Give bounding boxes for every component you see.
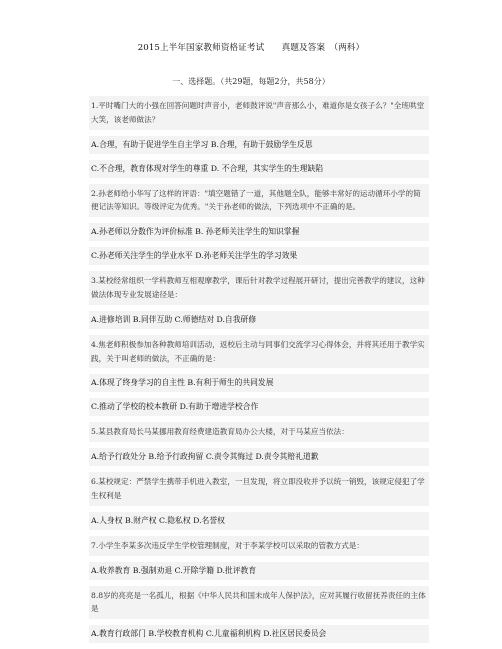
question-block <box>89 271 429 305</box>
question-stem: 4.焦老师积极参加各种教师培训活动，返校后主动与同事们交流学习心得体会，并将其还用于教学实践，关于叫老师的做法，不正确的是： <box>91 339 425 363</box>
question-block <box>89 536 429 556</box>
question-options: A.进修培训 B.同伴互助 C.师德结对 D.自我研修 <box>91 314 257 324</box>
option-row <box>89 512 429 530</box>
question-stem: 5.某县教育局长马某挪用教育经费建造教育局办公大楼，对于马某应当依法： <box>91 427 349 437</box>
question-options: A.教育行政部门 B.学校教育机构 C.儿童福利机构 D.社区居民委员会 <box>91 629 327 639</box>
question-list <box>89 96 429 649</box>
question-stem: 6.某校规定：严禁学生携带手机进入教室，一旦发现，将立即没收并予以统一销毁，该规定侵犯了学生权利是 <box>91 477 425 500</box>
option-row <box>89 311 429 329</box>
question-options: A.孙老师以分数作为评价标准 B. 孙老师关注学生的知识掌握 <box>91 227 300 237</box>
option-row <box>89 374 429 392</box>
question-block <box>89 96 429 130</box>
question-options: A.收养教育 B.强制劝退 C.开除学籍 D.批评教育 <box>91 565 257 575</box>
question-stem: 8.8岁的亮亮是一名孤儿，根据《中华人民共和国未成年人保护法》，应对其履行收留抚养责任的主体是 <box>91 590 426 614</box>
question-block <box>89 422 429 442</box>
question-options: C.孙老师关注学生的学业水平 D.孙老师关注学生的学习效果 <box>91 251 298 261</box>
section-heading: 一、选择题。（共29题，每题2分，共58分） <box>172 77 330 86</box>
question-options: A.体现了终身学习的自主性 B.有利于师生的共同发展 <box>91 378 274 388</box>
question-stem: 2.孙老师给小华写了这样的评语："填空题错了一道，其他题全队，能够丰常好的运动循环小学的简便记法等知识。等级评定为优秀。"关于孙老师的做法，下列选项中不正确的是。 <box>91 188 421 212</box>
option-row <box>89 562 429 580</box>
document-title: 2015上半年国家教师资格证考试 真题及答案 （两科） <box>137 43 365 53</box>
option-row <box>89 625 429 643</box>
option-row <box>89 398 429 416</box>
question-options: A.给予行政处分 B.给予行政拘留 C.责令其悔过 D.责令其赔礼道歉 <box>91 452 319 462</box>
question-block <box>89 586 429 620</box>
question-options: A.合理，有助于促进学生自主学习 B.合理，有助于鼓励学生反思 <box>91 139 313 149</box>
question-stem: 7.小学生李某多次违反学生学校管理制度，对于李某学校可以采取的管教方式是： <box>91 540 365 550</box>
question-options: A.人身权 B.财产权 C.隐私权 D.名誉权 <box>91 515 225 525</box>
option-row <box>89 247 429 265</box>
question-block <box>89 184 429 218</box>
question-block <box>89 472 429 506</box>
question-options: C.推动了学校的校本教研 D.有助于增进学校合作 <box>91 402 259 412</box>
option-row <box>89 448 429 466</box>
question-block <box>89 335 429 369</box>
option-row <box>89 136 429 154</box>
option-row <box>89 160 429 178</box>
question-options: C.不合理，教育体现对学生的尊重 D. 不合理，其实学生的生理缺陷 <box>91 163 324 173</box>
option-row <box>89 223 429 241</box>
question-stem: 1.平时嘴门大的小强在回答问题时声音小，老师鼓评说"声音那么小，难道你是女孩子么？"全班哄堂大笑，该老师做法？ <box>91 101 425 124</box>
question-stem: 3.某校经常组织一学科教师互相观摩教学，课后针对教学过程展开研讨，提出完善教学的建议，这种做法体现专业发展途径是： <box>91 276 425 299</box>
